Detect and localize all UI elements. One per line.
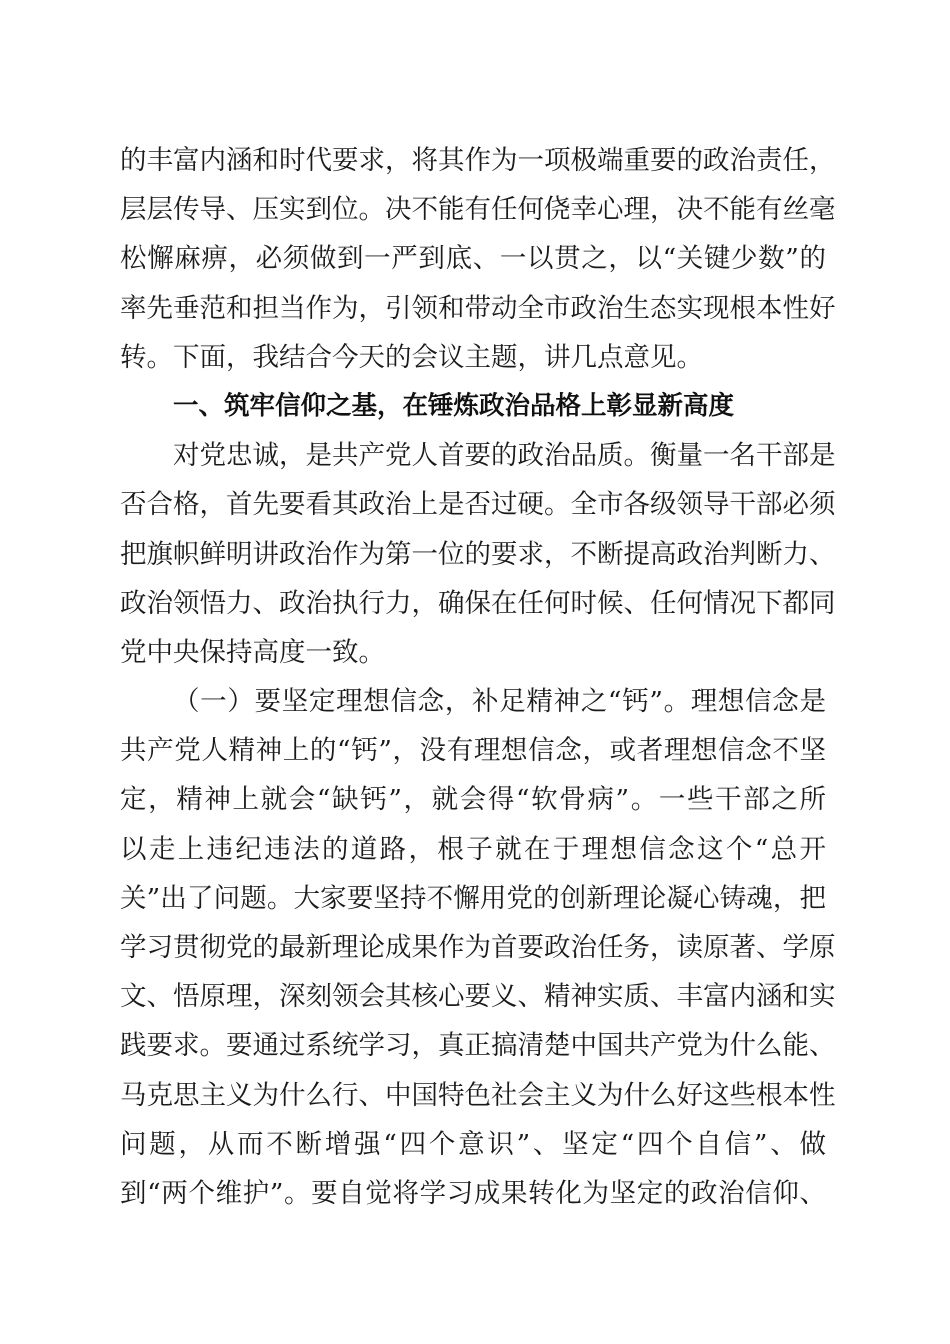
- text-line: 文、悟原理，深刻领会其核心要义、精神实质、丰富内涵和实: [120, 981, 836, 1013]
- text-line: 的丰富内涵和时代要求，将其作为一项极端重要的政治责任，: [120, 145, 836, 176]
- intro-paragraph: [120, 136, 836, 382]
- text-line: 问题，从而不断增强“四个意识”、坚定“四个自信”、做: [120, 1128, 826, 1160]
- text-line: 党中央保持高度一致。: [120, 636, 385, 668]
- section1-paragraph-1: [120, 431, 836, 677]
- text-line: 以走上违纪违法的道路，根子就在于理想信念这个“总开: [120, 833, 826, 865]
- section-heading: 一、筑牢信仰之基，在锤炼政治品格上彰显新高度: [173, 390, 735, 421]
- text-line: 对党忠诚，是共产党人首要的政治品质。衡量一名干部是: [173, 440, 836, 472]
- text-line: 践要求。要通过系统学习，真正搞清楚中国共产党为什么能、: [120, 1030, 836, 1062]
- text-line: 关”出了问题。大家要坚持不懈用党的创新理论凝心铸魂，把: [120, 882, 826, 914]
- text-line: 马克思主义为什么行、中国特色社会主义为什么好这些根本性: [120, 1079, 836, 1111]
- text-line: 共产党人精神上的“钙”，没有理想信念，或者理想信念不坚: [120, 735, 826, 767]
- text-line: 松懈麻痹，必须做到一严到底、一以贯之，以“关键少数”的: [120, 243, 826, 275]
- text-line: 到“两个维护”。要自觉将学习成果转化为坚定的政治信仰、: [120, 1177, 826, 1209]
- text-line: 定，精神上就会“缺钙”，就会得“软骨病”。一些干部之所: [120, 784, 826, 816]
- text-line: 学习贯彻党的最新理论成果作为首要政治任务，读原著、学原: [120, 932, 836, 963]
- text-line: （一）要坚定理想信念，补足精神之“钙”。理想信念是: [173, 686, 826, 718]
- text-line: 层层传导、压实到位。决不能有任何侥幸心理，决不能有丝毫: [120, 194, 836, 226]
- text-line: 把旗帜鲜明讲政治作为第一位的要求，不断提高政治判断力、: [120, 538, 836, 570]
- text-line: 政治领悟力、政治执行力，确保在任何时候、任何情况下都同: [120, 587, 836, 619]
- text-line: 率先垂范和担当作为，引领和带动全市政治生态实现根本性好: [120, 292, 836, 324]
- document-page: [120, 136, 836, 1218]
- section1-paragraph-2: [120, 677, 836, 1218]
- text-line: 转。下面，我结合今天的会议主题，讲几点意见。: [120, 341, 703, 373]
- text-line: 否合格，首先要看其政治上是否过硬。全市各级领导干部必须: [120, 489, 836, 521]
